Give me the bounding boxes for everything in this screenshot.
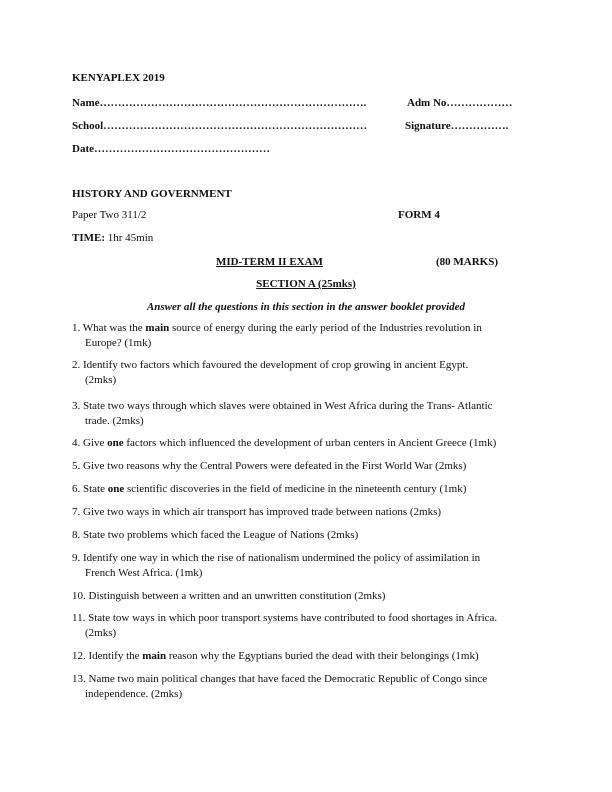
question-text: 13. Name two main political changes that have faced the Democratic Republic of Congo since: [72, 673, 488, 685]
question-line: [72, 612, 497, 624]
question-text: factors which influenced the development of urban centers in Ancient Greece (1mk): [123, 437, 497, 449]
question-continuation: independence. (2mks): [85, 688, 183, 700]
form-level: FORM 4: [398, 209, 440, 221]
question-text: 8. State two problems which faced the League of Nations (2mks): [72, 529, 359, 541]
date-field: Date…………………………………………: [72, 143, 270, 155]
question-5: [72, 459, 542, 474]
question-continuation: Europe? (1mk): [85, 337, 152, 349]
question-text: 5. Give two reasons why the Central Powers were defeated in the First World War (2mks): [72, 460, 467, 472]
question-line: [72, 460, 466, 472]
time-label: TIME:: [72, 232, 105, 244]
question-1: [72, 321, 542, 351]
question-continuation: trade. (2mks): [85, 415, 144, 427]
question-text: 4. Give: [72, 437, 108, 449]
question-line: [72, 673, 487, 685]
adm-no-field: Adm No………………: [407, 97, 513, 109]
question-emphasis: one: [107, 483, 125, 495]
question-line: [72, 437, 496, 449]
signature-field: Signature…………….: [405, 120, 509, 132]
question-text: source of energy during the early period of the Industries revolution in: [169, 322, 482, 334]
question-7: [72, 505, 542, 520]
question-10: [72, 589, 542, 604]
paper-code: Paper Two 311/2: [72, 209, 147, 221]
question-3: [72, 399, 542, 429]
question-line: [72, 590, 385, 602]
question-line: [72, 506, 441, 518]
question-line: [72, 529, 358, 541]
section-heading: SECTION A (25mks): [256, 278, 356, 290]
question-13: [72, 672, 542, 702]
question-6: [72, 482, 542, 497]
question-line: [72, 400, 493, 412]
question-2: [72, 358, 542, 388]
question-line: [72, 359, 468, 371]
question-emphasis: main: [142, 650, 167, 662]
question-text: reason why the Egyptians buried the dead with their belongings (1mk): [166, 650, 479, 662]
question-text: 2. Identify two factors which favoured the development of crop growing in ancient Egypt.: [72, 359, 469, 371]
question-11: [72, 611, 542, 641]
question-line: [72, 483, 466, 495]
subject-heading: HISTORY AND GOVERNMENT: [72, 188, 232, 200]
question-text: 6. State: [72, 483, 108, 495]
question-text: 7. Give two ways in which air transport has improved trade between nations (2mks): [72, 506, 442, 518]
question-continuation: (2mks): [85, 374, 117, 386]
question-4: [72, 436, 542, 451]
question-line: [72, 322, 482, 334]
question-text: 9. Identify one way in which the rise of nationalism undermined the policy of assimilation in: [72, 552, 481, 564]
question-text: 1. What was the: [72, 322, 146, 334]
name-field: Name……………………………………………………………….: [72, 97, 367, 109]
question-text: 12. Identify the: [72, 650, 143, 662]
question-12: [72, 649, 542, 664]
question-9: [72, 551, 542, 581]
time-allowed: [72, 231, 153, 246]
exam-title: MID-TERM II EXAM: [216, 256, 323, 268]
question-continuation: French West Africa. (1mk): [85, 567, 203, 579]
school-field: School………………………………………………………………: [72, 120, 368, 132]
question-emphasis: one: [107, 437, 124, 449]
question-text: scientific discoveries in the field of medicine in the nineteenth century (1mk): [124, 483, 467, 495]
instructions: Answer all the questions in this section in the answer booklet provided: [146, 301, 466, 313]
total-marks: (80 MARKS): [436, 256, 499, 268]
time-value: 1hr 45min: [105, 232, 154, 244]
question-continuation: (2mks): [85, 627, 117, 639]
question-text: 10. Distinguish between a written and an unwritten constitution (2mks): [72, 590, 386, 602]
question-text: 3. State two ways through which slaves were obtained in West Africa during the Trans- Atlantic: [72, 400, 493, 412]
question-line: [72, 552, 480, 564]
question-text: 11. State tow ways in which poor transport systems have contributed to food shortages in Africa.: [72, 612, 498, 624]
question-8: [72, 528, 542, 543]
org-title: KENYAPLEX 2019: [72, 72, 165, 84]
question-emphasis: main: [145, 322, 170, 334]
question-line: [72, 650, 479, 662]
